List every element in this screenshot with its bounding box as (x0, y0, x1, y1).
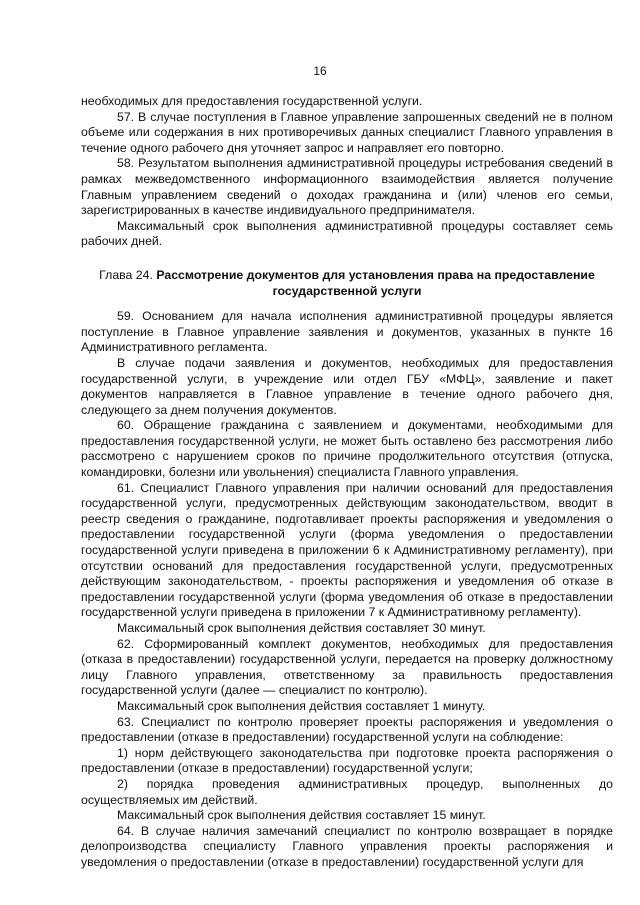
chapter-heading (81, 268, 613, 299)
paragraph: необходимых для предоставления государственной услуги. (81, 94, 423, 108)
paragraph: Максимальный срок выполнения административной процедуры составляет семь рабочих дней. (81, 218, 613, 249)
paragraph: Максимальный срок выполнения действия составляет 1 минуту. (117, 698, 486, 713)
paragraph: 64. В случае наличия замечаний специалист по контролю возвращает в порядке делопроизводства специалисту Главного управления проекты распоряжения и уведомления о предоставлении (отказе в предоставлении) государственной услуги для (81, 823, 613, 869)
paragraph: 63. Специалист по контролю проверяет проекты распоряжения и уведомления о предоставлении (отказе в предоставлении) государственной услуги на соблюдение: (81, 714, 613, 745)
paragraphs-before-heading (81, 94, 613, 250)
document-body (81, 94, 613, 871)
paragraph: В случае подачи заявления и документов, необходимых для предоставления государственной услуги, в учреждение или отдел ГБУ «МФЦ», заявление и пакет документов направляется в Главное управление в течение одного рабочего дня, следующего за днем получения документов. (81, 355, 613, 417)
paragraphs-after-heading (81, 309, 613, 870)
paragraph: Максимальный срок выполнения действия составляет 15 минут. (117, 808, 486, 823)
paragraph: 58. Результатом выполнения административной процедуры истребования сведений в рамках межведомственного информационного взаимодействия является получение Главным управлением сведений о доходах гражданина и (или) членов его семьи, зарегистрированных в качестве индивидуального предпринимателя. (81, 156, 613, 218)
paragraph: 60. Обращение гражданина с заявлением и документами, необходимыми для предоставления государственной услуги, не может быть оставлено без рассмотрения либо рассмотрено с нарушением сроков по причине продолжительного отсутствия (отпуска, командировки, болезни или увольнения) специалиста Главного управления. (81, 418, 613, 480)
paragraph: 2) порядка проведения административных процедур, выполненных до осуществляемых им действий. (81, 776, 613, 807)
paragraph: 59. Основанием для начала исполнения административной процедуры является поступление в Главное управление заявления и документов, указанных в пункте 16 Административного регламента. (81, 309, 613, 355)
paragraph: 1) норм действующего законодательства при подготовке проекта распоряжения о предоставлении (отказе в предоставлении) государственной услуги; (81, 745, 613, 776)
chapter-title: Рассмотрение документов для установления права на предоставление государственной услуги (156, 267, 595, 298)
paragraph: 62. Сформированный комплект документов, необходимых для предоставления (отказа в предоставлении) государственной услуги, передается на проверку должностному лицу Главного управления, ответственному за правильность предоставления государственной услуги (далее — специалист по контролю). (81, 636, 613, 698)
paragraph: Максимальный срок выполнения действия составляет 30 минут. (117, 621, 486, 635)
paragraph: 57. В случае поступления в Главное управление запрошенных сведений не в полном объеме или содержания в них противоречивых данных специалист Главного управления в течение одного рабочего дня уточняет запрос и направляет его повторно. (81, 109, 613, 155)
chapter-prefix: Глава 24. (99, 267, 157, 282)
page-number: 16 (313, 64, 327, 78)
paragraph: 61. Специалист Главного управления при наличии оснований для предоставления государственной услуги, предусмотренных действующим законодательством, вводит в реестр сведения о гражданине, подготавливает проекты распоряжения и уведомления о предоставлении государственной услуги (форма уведомления о предоставлении государственной услуги приведена в приложении 6 к Административному регламенту), при отсутствии оснований для предоставления государственной услуги, предусмотренных действующим законодательством, - проекты распоряжения и уведомления об отказе в предоставлении государственной услуги (форма уведомления об отказе в предоставлении государственной услуги приведена в приложении 7 к Административному регламенту). (81, 480, 613, 620)
